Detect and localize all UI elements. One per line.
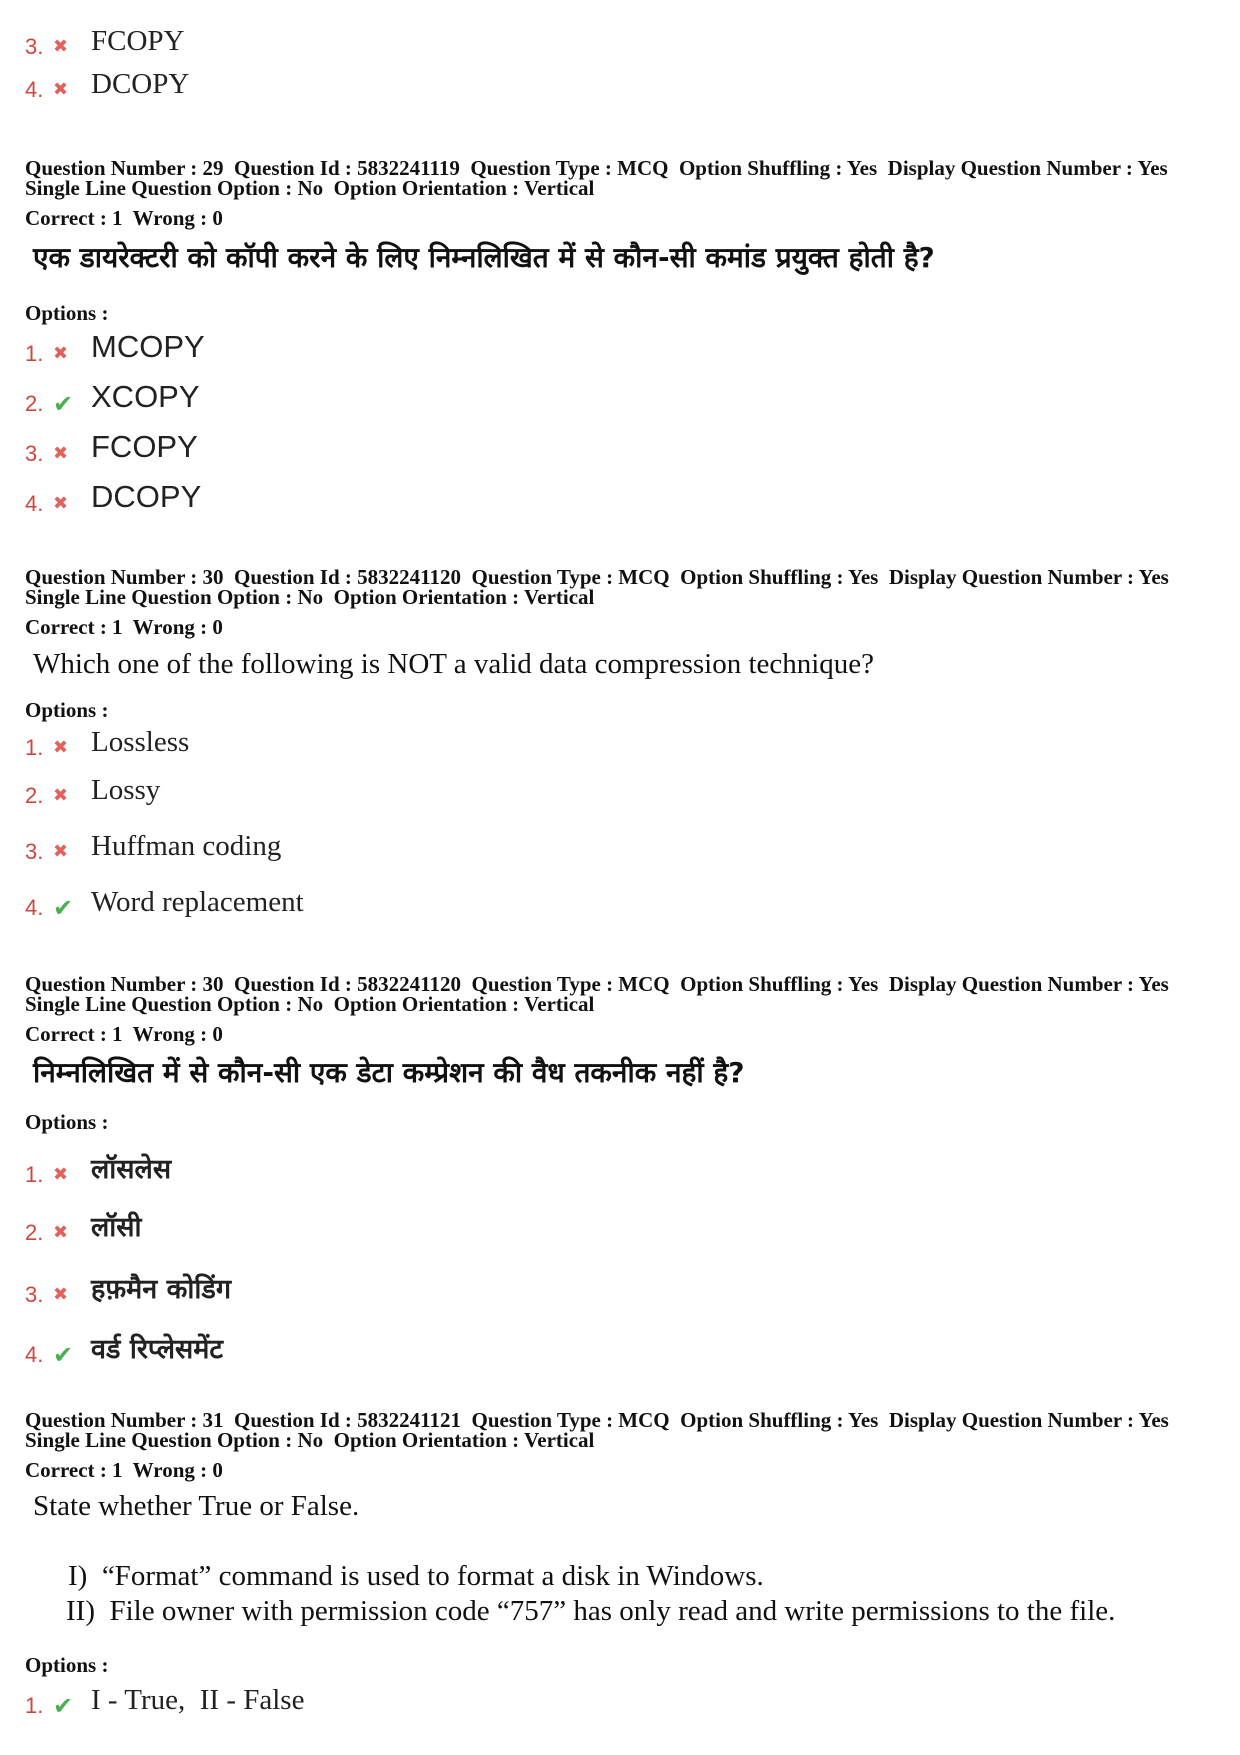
wrong-mark-icon: ✖ <box>53 841 69 862</box>
statement-1: I) “Format” command is used to format a disk in Windows. <box>68 1560 764 1592</box>
option-item <box>25 329 625 369</box>
wrong-mark-icon: ✖ <box>53 443 69 464</box>
option-number: 4. <box>25 77 44 102</box>
check-mark-icon: ✔ <box>53 390 74 418</box>
option-label: Lossless <box>91 726 190 758</box>
check-mark-icon: ✔ <box>53 1692 74 1720</box>
question-text: एक डायरेक्टरी को कॉपी करने के लिए निम्नलिखित में से कौन-सी कमांड प्रयुक्त होती है? <box>33 241 935 274</box>
option-number: 4. <box>25 491 44 516</box>
option-item <box>25 379 625 419</box>
wrong-mark-icon: ✖ <box>53 1284 69 1305</box>
option-label: DCOPY <box>91 479 202 514</box>
option-label: Lossy <box>91 774 161 806</box>
question-score: Correct : 1 Wrong : 0 <box>25 1022 223 1046</box>
wrong-mark-icon: ✖ <box>53 79 69 100</box>
option-number: 4. <box>25 895 44 920</box>
option-item <box>25 1681 625 1721</box>
option-label: वर्ड रिप्लेसमेंट <box>91 1334 224 1365</box>
option-number: 3. <box>25 1282 44 1307</box>
option-number: 1. <box>25 1162 44 1187</box>
options-heading: Options : <box>25 698 109 722</box>
option-item <box>25 65 625 105</box>
options-heading: Options : <box>25 301 109 325</box>
option-number: 1. <box>25 735 44 760</box>
question-text: Which one of the following is NOT a valid data compression technique? <box>33 648 875 680</box>
option-number: 1. <box>25 341 44 366</box>
option-label: Huffman coding <box>91 830 282 862</box>
option-label: लॉसी <box>91 1212 142 1243</box>
option-number: 2. <box>25 391 44 416</box>
options-heading: Options : <box>25 1653 109 1677</box>
option-number: 4. <box>25 1342 44 1367</box>
wrong-mark-icon: ✖ <box>53 493 69 514</box>
question-meta: Question Number : 29 Question Id : 5832241119 Question Type : MCQ Option Shuffling : Yes Display Question Number : Yes <box>25 156 1168 180</box>
question-meta-options: Single Line Question Option : No Option Orientation : Vertical <box>25 176 595 200</box>
wrong-mark-icon: ✖ <box>53 343 69 364</box>
option-item <box>25 1270 625 1310</box>
question-meta-options: Single Line Question Option : No Option Orientation : Vertical <box>25 1428 595 1452</box>
option-item <box>25 771 625 811</box>
option-item <box>25 1150 625 1190</box>
check-mark-icon: ✔ <box>53 894 74 922</box>
statement-2: II) File owner with permission code “757” has only read and write permissions to the file. <box>66 1595 1116 1627</box>
question-meta: Question Number : 31 Question Id : 5832241121 Question Type : MCQ Option Shuffling : Yes Display Question Number : Yes <box>25 1408 1169 1432</box>
question-score: Correct : 1 Wrong : 0 <box>25 1458 223 1482</box>
option-item <box>25 429 625 469</box>
option-label: हफ़मैन कोडिंग <box>91 1274 232 1305</box>
wrong-mark-icon: ✖ <box>53 737 69 758</box>
option-label: लॉसलेस <box>91 1154 172 1185</box>
question-text: निम्नलिखित में से कौन-सी एक डेटा कम्प्रेशन की वैध तकनीक नहीं है? <box>33 1056 745 1089</box>
option-number: 2. <box>25 1220 44 1245</box>
option-item <box>25 723 625 763</box>
option-label: FCOPY <box>91 429 198 464</box>
wrong-mark-icon: ✖ <box>53 1222 69 1243</box>
wrong-mark-icon: ✖ <box>53 36 69 57</box>
option-item <box>25 479 625 519</box>
wrong-mark-icon: ✖ <box>53 1164 69 1185</box>
option-number: 3. <box>25 839 44 864</box>
question-text: State whether True or False. <box>33 1490 360 1522</box>
option-number: 1. <box>25 1693 44 1718</box>
option-number: 3. <box>25 441 44 466</box>
question-meta-options: Single Line Question Option : No Option Orientation : Vertical <box>25 585 595 609</box>
option-item <box>25 1330 625 1370</box>
option-label: MCOPY <box>91 329 205 364</box>
option-label: Word replacement <box>91 886 304 918</box>
option-item <box>25 827 625 867</box>
question-meta-options: Single Line Question Option : No Option Orientation : Vertical <box>25 992 595 1016</box>
option-item <box>25 22 625 62</box>
wrong-mark-icon: ✖ <box>53 785 69 806</box>
option-label: I - True, II - False <box>91 1684 305 1716</box>
question-score: Correct : 1 Wrong : 0 <box>25 615 223 639</box>
option-number: 3. <box>25 34 44 59</box>
question-meta: Question Number : 30 Question Id : 5832241120 Question Type : MCQ Option Shuffling : Yes Display Question Number : Yes <box>25 972 1169 996</box>
option-label: FCOPY <box>91 25 185 57</box>
option-item <box>25 1208 625 1248</box>
question-score: Correct : 1 Wrong : 0 <box>25 206 223 230</box>
question-meta: Question Number : 30 Question Id : 5832241120 Question Type : MCQ Option Shuffling : Yes Display Question Number : Yes <box>25 565 1169 589</box>
option-number: 2. <box>25 783 44 808</box>
options-heading: Options : <box>25 1110 109 1134</box>
option-label: DCOPY <box>91 68 190 100</box>
option-label: XCOPY <box>91 379 200 414</box>
option-item <box>25 883 625 923</box>
check-mark-icon: ✔ <box>53 1341 74 1369</box>
